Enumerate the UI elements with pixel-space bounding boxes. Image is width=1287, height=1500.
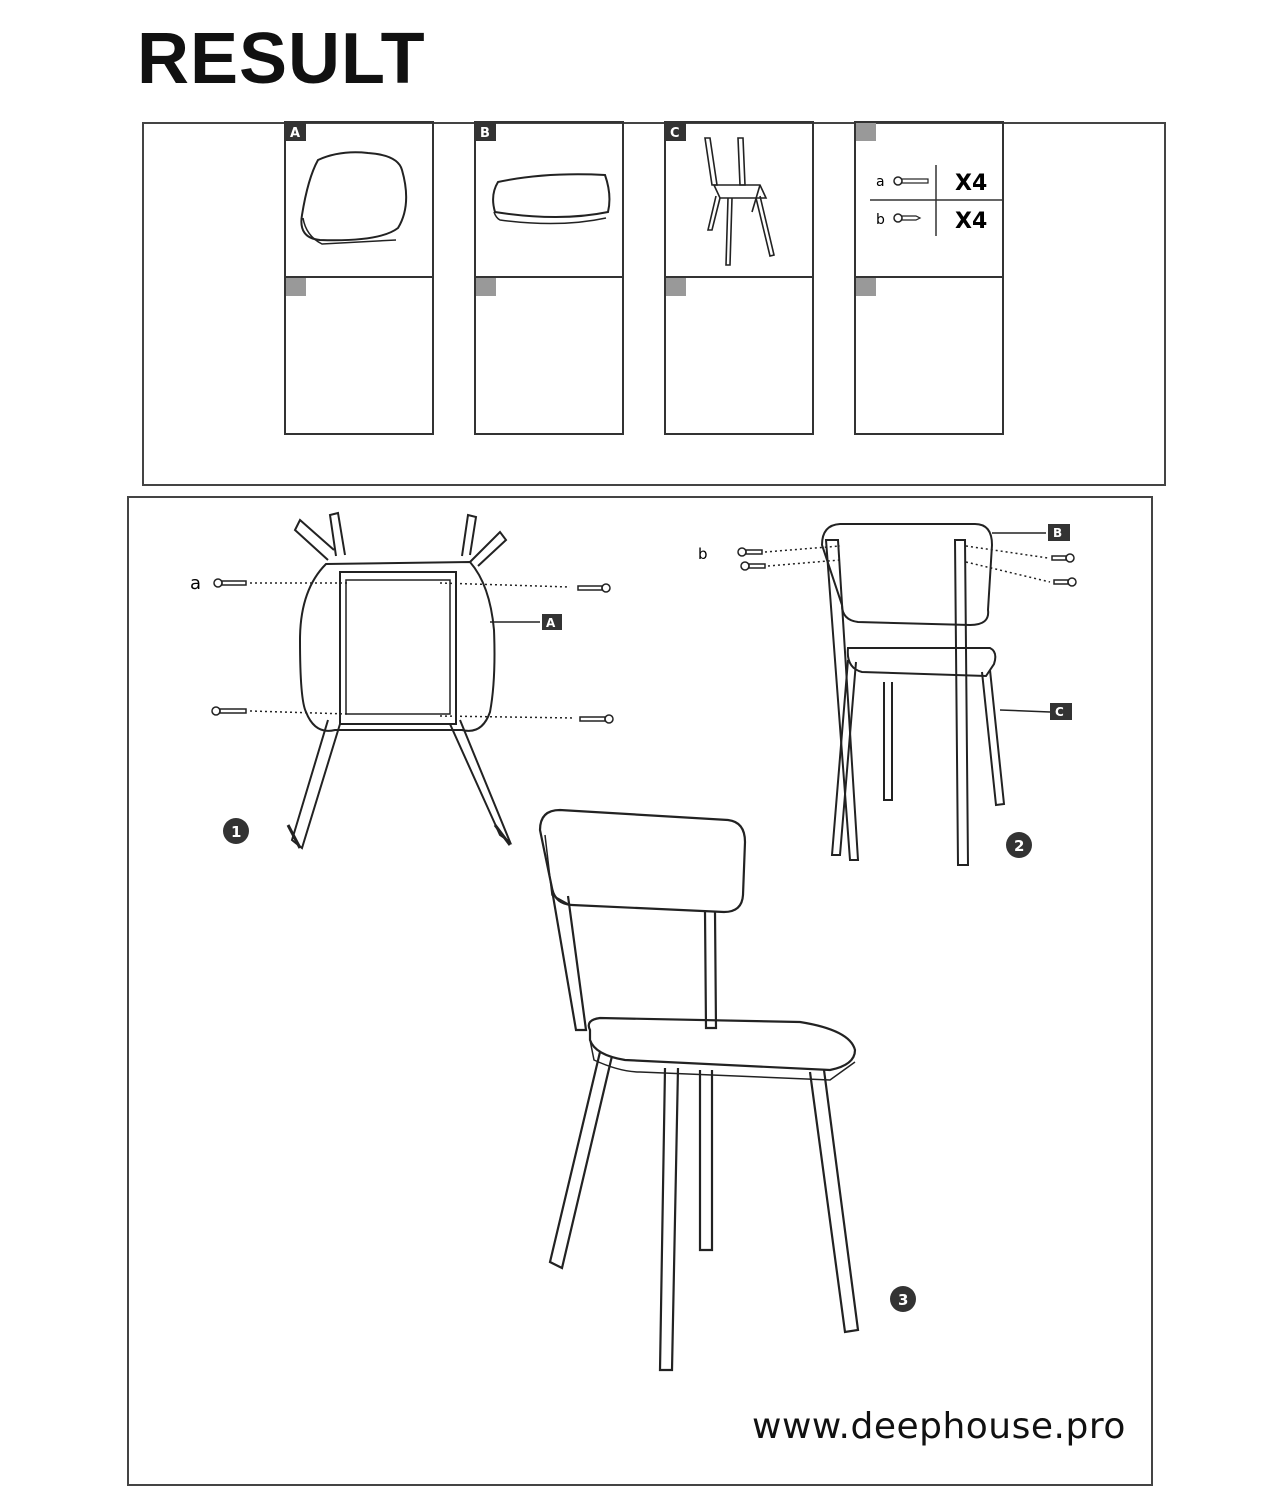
hardware-qty-a: X4 (955, 171, 988, 196)
step-1-part-label: A (546, 616, 556, 630)
step-2-illustration (822, 524, 1004, 865)
part-label-a: A (290, 126, 301, 141)
step-2-number: 2 (1014, 837, 1025, 855)
website-url[interactable]: www.deephouse.pro (752, 1406, 1126, 1447)
step-3-illustration (540, 810, 858, 1370)
step-1-illustration (288, 513, 510, 848)
step-1-screw-label: a (190, 573, 202, 594)
part-label-b: B (480, 126, 490, 141)
page-title: RESULT (137, 19, 426, 99)
hardware-qty-b: X4 (955, 209, 988, 234)
hardware-label-a: a (876, 174, 885, 190)
step-1-screws (212, 579, 613, 723)
step-2-screw-label: b (698, 545, 708, 563)
part-label-c: C (670, 126, 680, 141)
step-2-part-label-b: B (1053, 526, 1063, 540)
hardware-label-b: b (876, 212, 885, 228)
step-1-number: 1 (231, 823, 242, 841)
step-3-number: 3 (898, 1291, 909, 1309)
step-2-part-label-c: C (1055, 705, 1064, 719)
